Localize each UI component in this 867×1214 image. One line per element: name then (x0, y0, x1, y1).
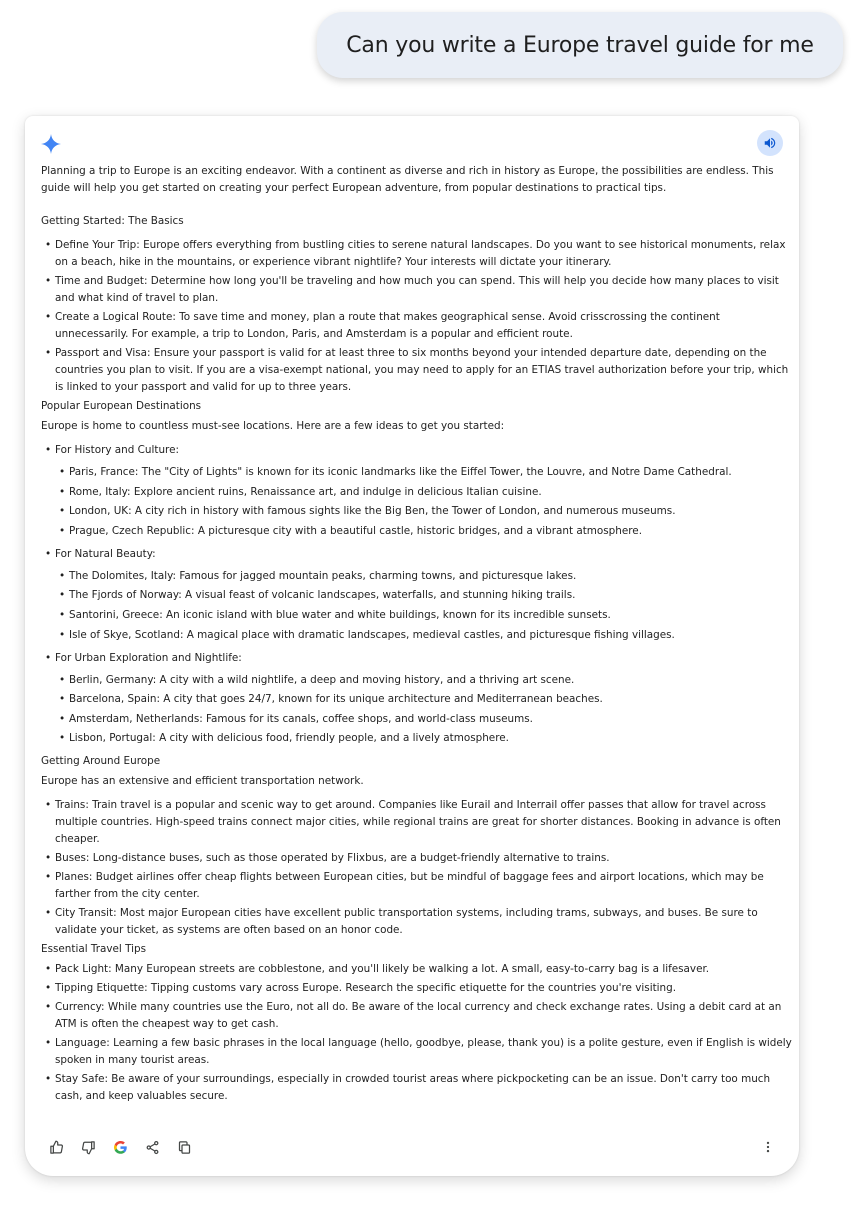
thumbs-down-icon[interactable] (79, 1138, 97, 1156)
transport-intro: Europe has an extensive and efficient transportation network. (41, 775, 364, 788)
google-icon[interactable] (111, 1138, 129, 1156)
destination-list (55, 672, 795, 748)
heading-transport: Getting Around Europe (41, 755, 161, 768)
more-vert-icon[interactable] (759, 1138, 777, 1156)
list-item: • London, UK: A city rich in history with famous sights like the Big Ben, the Tower of London, and numerous museums. (55, 503, 795, 520)
list-item: • Planes: Budget airlines offer cheap flights between European cities, but be mindful of baggage fees and airport locations, which may be farther from the city center. (41, 869, 795, 903)
list-item: • Tipping Etiquette: Tipping customs vary across Europe. Research the specific etiquette for the countries you're visiting. (41, 980, 795, 997)
heading-basics: Getting Started: The Basics (41, 215, 184, 227)
list-item: • Paris, France: The "City of Lights" is known for its iconic landmarks like the Eiffel Tower, the Louvre, and Notre Dame Cathedral. (55, 464, 795, 481)
speaker-icon (763, 136, 777, 150)
list-item: • Pack Light: Many European streets are cobblestone, and you'll likely be walking a lot. A small, easy-to-carry bag is a lifesaver. (41, 961, 795, 978)
basics-list (41, 237, 795, 396)
list-item: • Amsterdam, Netherlands: Famous for its canals, coffee shops, and world-class museums. (55, 711, 795, 728)
destination-group (41, 650, 795, 748)
group-label: • For Natural Beauty: (41, 546, 795, 563)
list-item: • Time and Budget: Determine how long you'll be traveling and how much you can spend. This will help you decide how many places to visit and what kind of travel to plan. (41, 273, 795, 307)
destination-group (41, 442, 795, 540)
response-intro: Planning a trip to Europe is an exciting endeavor. With a continent as diverse and rich in history as Europe, the possibilities are endless. This guide will help you get started on creating your perfect European adventure, from popular destinations to practical tips. (41, 165, 774, 194)
response-card (25, 116, 799, 1176)
destination-list (55, 568, 795, 644)
list-item: • Barcelona, Spain: A city that goes 24/7, known for its unique architecture and Mediterranean beaches. (55, 691, 795, 708)
tips-list (41, 961, 795, 1105)
list-item: • City Transit: Most major European cities have excellent public transportation systems, including trams, subways, and buses. Be sure to validate your ticket, as systems are often based on an honor code. (41, 905, 795, 939)
list-item: • The Fjords of Norway: A visual feast of volcanic landscapes, waterfalls, and stunning hiking trails. (55, 587, 795, 604)
destinations-intro: Europe is home to countless must-see locations. Here are a few ideas to get you started: (41, 420, 505, 432)
thumbs-up-icon[interactable] (47, 1138, 65, 1156)
list-item: • Prague, Czech Republic: A picturesque city with a beautiful castle, historic bridges, and a vibrant atmosphere. (55, 523, 795, 540)
list-item: • Isle of Skye, Scotland: A magical place with dramatic landscapes, medieval castles, and picturesque fishing villages. (55, 627, 795, 644)
list-item: • Create a Logical Route: To save time and money, plan a route that makes geographical sense. Avoid crisscrossing the continent unnecessarily. For example, a trip to London, Paris, and Amsterdam is a popular and efficient route. (41, 309, 795, 343)
list-item: • Santorini, Greece: An iconic island with blue water and white buildings, known for its incredible sunsets. (55, 607, 795, 624)
heading-tips: Essential Travel Tips (41, 943, 147, 956)
read-aloud-button[interactable] (757, 130, 783, 156)
list-item: • Stay Safe: Be aware of your surroundings, especially in crowded tourist areas where pickpocketing can be an issue. Don't carry too much cash, and keep valuables secure. (41, 1071, 795, 1105)
response-content (41, 163, 795, 1107)
user-prompt-text: Can you write a Europe travel guide for me (346, 32, 814, 58)
share-icon[interactable] (143, 1138, 161, 1156)
destination-group (41, 546, 795, 644)
list-item: • Language: Learning a few basic phrases in the local language (hello, goodbye, please, thank you) is a polite gesture, even if English is widely spoken in many tourist areas. (41, 1035, 795, 1069)
list-item: • Define Your Trip: Europe offers everything from bustling cities to serene natural landscapes. Do you want to see historical monuments, relax on a beach, hike in the mountains, or experience vibrant nightlife? Your interests will dictate your itinerary. (41, 237, 795, 271)
list-item: • Currency: While many countries use the Euro, not all do. Be aware of the local currency and check exchange rates. Using a debit card at an ATM is often the cheapest way to get cash. (41, 999, 795, 1033)
transport-list (41, 797, 795, 939)
heading-destinations: Popular European Destinations (41, 400, 202, 412)
destination-list (55, 464, 795, 540)
copy-icon[interactable] (175, 1138, 193, 1156)
group-label: • For History and Culture: (41, 442, 795, 459)
response-actions (47, 1138, 193, 1156)
list-item: • Buses: Long-distance buses, such as those operated by Flixbus, are a budget-friendly alternative to trains. (41, 850, 795, 867)
list-item: • Lisbon, Portugal: A city with delicious food, friendly people, and a lively atmosphere. (55, 730, 795, 747)
list-item: • Trains: Train travel is a popular and scenic way to get around. Companies like Eurail and Interrail offer passes that allow for travel across multiple countries. High-speed trains connect major cities, while regional trains are great for shorter distances. Booking in advance is often cheaper. (41, 797, 795, 848)
user-prompt-bubble (317, 12, 843, 78)
list-item: • The Dolomites, Italy: Famous for jagged mountain peaks, charming towns, and picturesque lakes. (55, 568, 795, 585)
list-item: • Passport and Visa: Ensure your passport is valid for at least three to six months beyond your intended departure date, depending on the countries you plan to visit. If you are a visa-exempt national, you may need to apply for an ETIAS travel authorization before your trip, which is linked to your passport and valid for up to three years. (41, 345, 795, 396)
list-item: • Berlin, Germany: A city with a wild nightlife, a deep and moving history, and a thriving art scene. (55, 672, 795, 689)
group-label: • For Urban Exploration and Nightlife: (41, 650, 795, 667)
list-item: • Rome, Italy: Explore ancient ruins, Renaissance art, and indulge in delicious Italian cuisine. (55, 484, 795, 501)
sparkle-icon (41, 134, 61, 154)
